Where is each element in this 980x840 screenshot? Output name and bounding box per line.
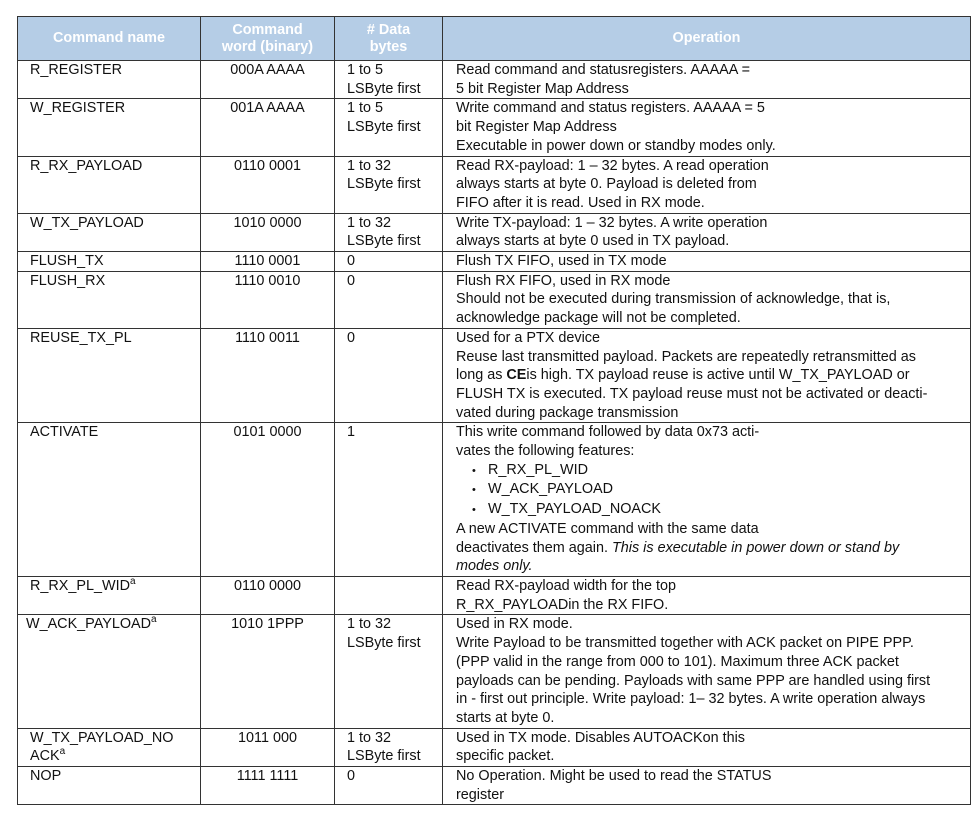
bytes-line: 1 to 32 <box>347 616 392 633</box>
text-segment: CE <box>506 367 527 384</box>
table-row <box>18 328 971 423</box>
header-text: Operation <box>672 30 741 46</box>
command-table <box>17 16 971 805</box>
bytes-line: 0 <box>347 768 356 785</box>
operation <box>443 213 971 251</box>
bytes-line: 1 to 32 <box>347 157 392 174</box>
operation-line: Read RX-payload: 1 – 32 bytes. A read operation <box>456 157 769 174</box>
data-bytes <box>335 576 443 614</box>
operation-line: payloads can be pending. Payloads with same PPP are handled using first <box>456 672 931 689</box>
operation-line: A new ACTIVATE command with the same data <box>456 520 759 537</box>
operation-line: vates the following features: <box>456 443 635 460</box>
header-cell <box>443 17 971 61</box>
operation <box>443 252 971 272</box>
header-text: word (binary) <box>221 38 314 55</box>
operation-line: Flush RX FIFO, used in RX mode <box>456 272 671 289</box>
operation-line: specific packet. <box>456 748 555 765</box>
data-bytes <box>335 423 443 577</box>
name-cont: ACK <box>30 748 60 765</box>
command-word: 0110 0000 <box>201 576 335 614</box>
bytes-line: LSByte first <box>347 80 421 97</box>
header-row <box>18 17 971 61</box>
command-word: 000A AAAA <box>201 61 335 99</box>
table-row <box>18 156 971 213</box>
operation-line: Executable in power down or standby modes only. <box>456 137 776 154</box>
command-name <box>18 99 201 156</box>
command-name <box>18 213 201 251</box>
table-row <box>18 271 971 328</box>
data-bytes <box>335 252 443 272</box>
operation <box>443 271 971 328</box>
bytes-line: 1 <box>347 424 356 441</box>
text-segment: This is executable in power down or stand by <box>612 539 900 556</box>
bullet-item: • W_TX_PAYLOAD_NOACK <box>456 500 970 520</box>
name-text: FLUSH_RX <box>30 272 106 289</box>
footnote-mark: a <box>59 746 66 758</box>
data-bytes <box>335 767 443 805</box>
bytes-line: LSByte first <box>347 748 421 765</box>
command-word: 1110 0010 <box>201 271 335 328</box>
name-text: ACTIVATE <box>30 424 99 441</box>
bytes-line: LSByte first <box>347 119 421 136</box>
header-cell <box>335 17 443 61</box>
command-word: 001A AAAA <box>201 99 335 156</box>
bytes-line: LSByte first <box>347 233 421 250</box>
operation-line: starts at byte 0. <box>456 709 555 726</box>
operation-line: Used in TX mode. Disables AUTOACKon this <box>456 729 746 746</box>
operation <box>443 576 971 614</box>
operation-line: Used for a PTX device <box>456 329 600 346</box>
header-text: Command name <box>53 30 165 46</box>
table-row <box>18 767 971 805</box>
command-name <box>18 576 201 614</box>
operation-line <box>456 539 970 558</box>
name-text: W_TX_PAYLOAD <box>30 214 144 231</box>
operation-line: Read command and statusregisters. AAAAA = <box>456 62 750 78</box>
command-word: 1010 1PPP <box>201 615 335 728</box>
text-segment: deactivates them again. <box>456 539 612 556</box>
text-segment: long as <box>456 367 507 384</box>
operation-line: FIFO after it is read. Used in RX mode. <box>456 194 705 211</box>
operation-line: Should not be executed during transmission of acknowledge, that is, <box>456 291 891 308</box>
command-name <box>18 328 201 423</box>
data-bytes <box>335 99 443 156</box>
operation-line: Write TX-payload: 1 – 32 bytes. A write operation <box>456 214 768 231</box>
bytes-line: 1 to 32 <box>347 729 392 746</box>
header-cell <box>201 17 335 61</box>
operation-line: always starts at byte 0. Payload is deleted from <box>456 176 757 193</box>
header-cell <box>18 17 201 61</box>
operation <box>443 156 971 213</box>
name-text: NOP <box>30 768 62 785</box>
operation-line: This write command followed by data 0x73 acti- <box>456 424 760 441</box>
name-line: W_TX_PAYLOAD_NO <box>30 729 174 746</box>
operation-line: in - first out principle. Write payload: 1– 32 bytes. A write operation always <box>456 691 926 708</box>
command-word: 0110 0001 <box>201 156 335 213</box>
command-word: 0101 0000 <box>201 423 335 577</box>
name-text: R_REGISTER <box>30 62 122 78</box>
bytes-line: 0 <box>347 253 356 270</box>
table-row <box>18 252 971 272</box>
table-row <box>18 61 971 99</box>
data-bytes <box>335 728 443 766</box>
bytes-line: 1 to 32 <box>347 214 392 231</box>
bullet-item: • W_ACK_PAYLOAD <box>456 480 970 500</box>
operation <box>443 728 971 766</box>
name-text: R_RX_PL_WID <box>30 577 130 594</box>
operation <box>443 61 971 99</box>
operation-line: register <box>456 786 504 803</box>
bytes-line: LSByte first <box>347 635 421 652</box>
table-row <box>18 99 971 156</box>
header-text: bytes <box>369 38 408 55</box>
command-name <box>18 423 201 577</box>
operation-line: Write command and status registers. AAAAA = 5 <box>456 100 765 117</box>
command-name <box>18 252 201 272</box>
footnote-mark: a <box>151 614 157 626</box>
bytes-line: 1 to 5 <box>347 100 384 117</box>
data-bytes <box>335 615 443 728</box>
operation <box>443 328 971 423</box>
bullet-item: • R_RX_PL_WID <box>456 461 970 481</box>
command-word: 1110 0011 <box>201 328 335 423</box>
table-row <box>18 576 971 614</box>
operation-line: Flush TX FIFO, used in TX mode <box>456 253 667 270</box>
bytes-line: 0 <box>347 329 356 346</box>
command-name <box>18 728 201 766</box>
operation <box>443 423 971 577</box>
operation-line: vated during package transmission <box>456 404 679 421</box>
operation <box>443 615 971 728</box>
operation-line <box>456 557 970 576</box>
operation-line: always starts at byte 0 used in TX payload. <box>456 233 730 250</box>
operation-line: Read RX-payload width for the top <box>456 577 676 594</box>
operation-line: Reuse last transmitted payload. Packets are repeatedly retransmitted as <box>456 348 916 365</box>
name-text: REUSE_TX_PL <box>30 329 132 346</box>
name-line <box>30 747 200 766</box>
bytes-line: LSByte first <box>347 176 421 193</box>
operation-line <box>456 366 970 385</box>
data-bytes <box>335 271 443 328</box>
text-segment: is high. TX payload reuse is active until W_TX_PAYLOAD or <box>526 367 910 384</box>
text-segment: modes only. <box>456 558 533 575</box>
command-word: 1010 0000 <box>201 213 335 251</box>
name-text: W_ACK_PAYLOAD <box>26 616 152 633</box>
operation <box>443 99 971 156</box>
operation-line: No Operation. Might be used to read the STATUS <box>456 768 772 785</box>
bytes-line: 1 to 5 <box>347 62 384 78</box>
footnote-mark: a <box>129 576 136 588</box>
data-bytes <box>335 328 443 423</box>
command-word: 1111 1111 <box>201 767 335 805</box>
data-bytes <box>335 156 443 213</box>
operation-line: 5 bit Register Map Address <box>456 80 629 97</box>
operation-line: R_RX_PAYLOADin the RX FIFO. <box>456 596 669 613</box>
name-text: FLUSH_TX <box>30 253 104 270</box>
operation-line: acknowledge package will not be completed. <box>456 310 741 327</box>
command-name <box>18 61 201 99</box>
table-row <box>18 728 971 766</box>
table-row <box>18 615 971 728</box>
operation-line: (PPP valid in the range from 000 to 101). Maximum three ACK packet <box>456 653 899 670</box>
command-word: 1011 000 <box>201 728 335 766</box>
command-name <box>18 156 201 213</box>
table-row <box>18 423 971 577</box>
table-row <box>18 213 971 251</box>
operation <box>443 767 971 805</box>
operation-line: Write Payload to be transmitted together with ACK packet on PIPE PPP. <box>456 635 914 652</box>
name-text: W_REGISTER <box>30 100 126 117</box>
command-name <box>18 271 201 328</box>
header-text: Command <box>232 21 303 38</box>
data-bytes <box>335 213 443 251</box>
operation-line: bit Register Map Address <box>456 119 617 136</box>
operation-line: Used in RX mode. <box>456 616 573 633</box>
command-name <box>18 615 201 728</box>
command-name <box>18 767 201 805</box>
command-word: 1110 0001 <box>201 252 335 272</box>
bytes-line: 0 <box>347 272 356 289</box>
data-bytes <box>335 61 443 99</box>
operation-line: FLUSH TX is executed. TX payload reuse must not be activated or deacti- <box>456 385 928 402</box>
name-text: R_RX_PAYLOAD <box>30 157 143 174</box>
header-text: # Data <box>366 21 411 38</box>
